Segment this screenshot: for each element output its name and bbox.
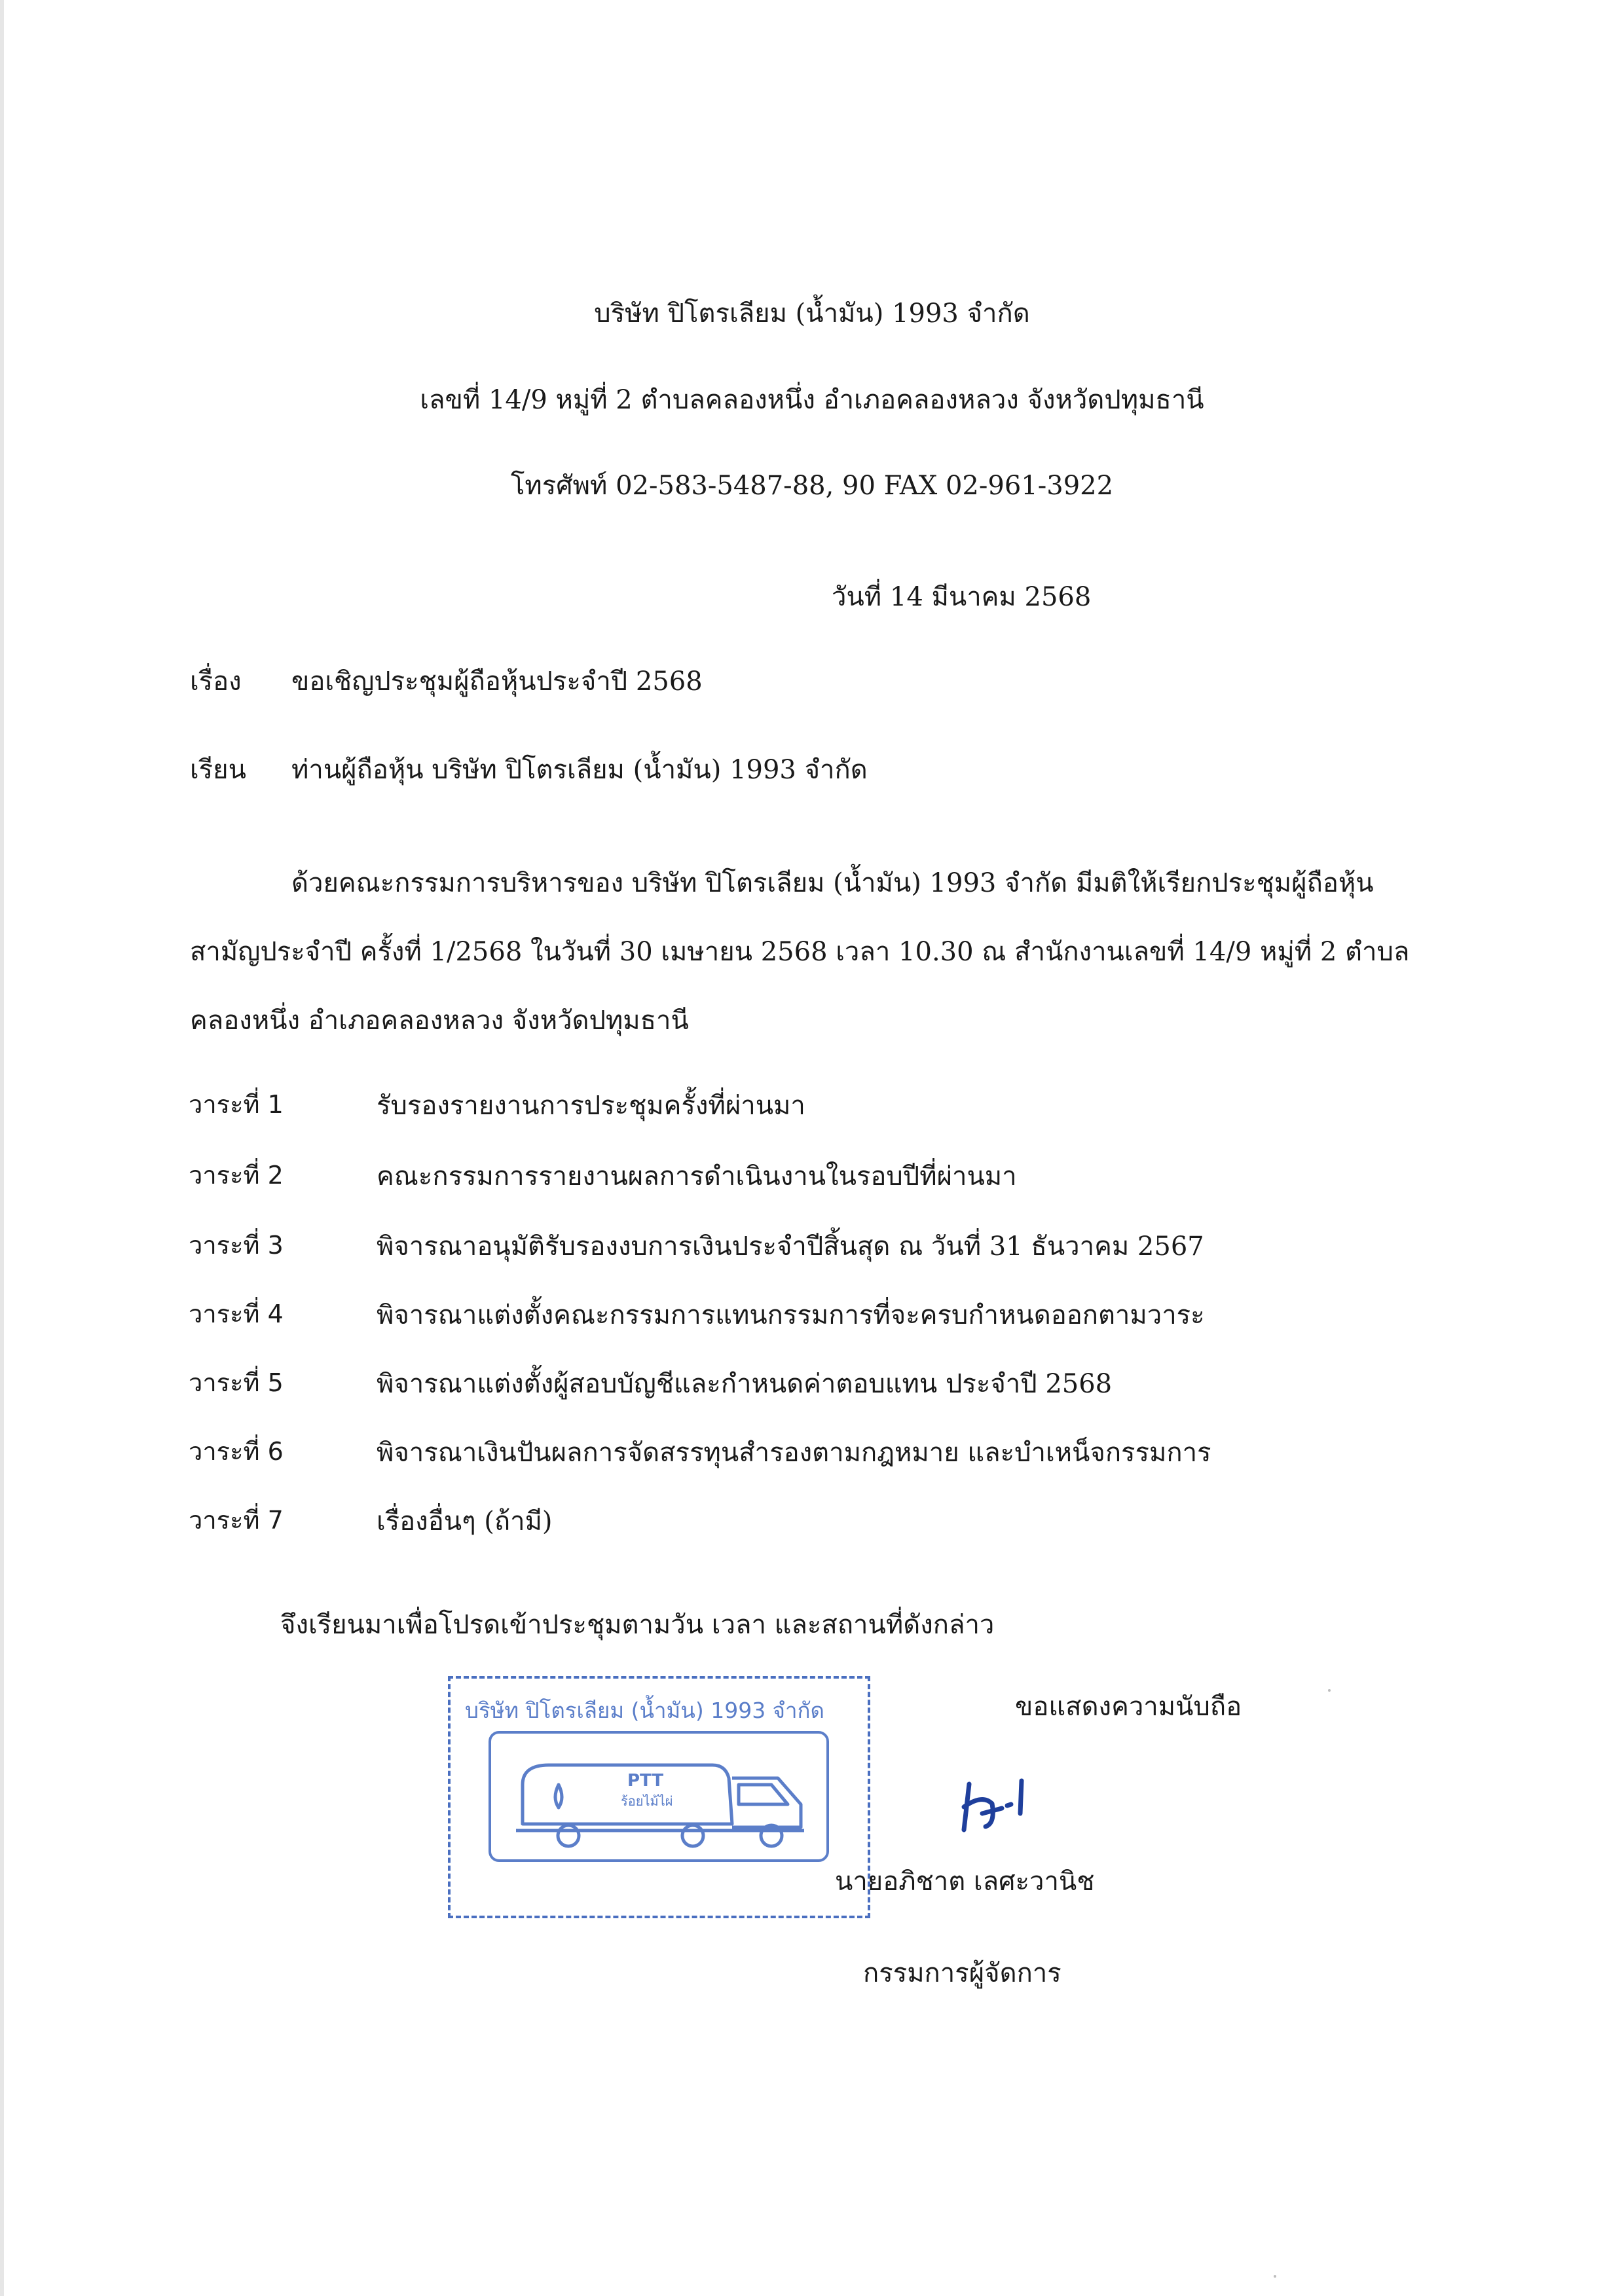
signatory-title: กรรมการผู้จัดการ: [863, 1958, 1061, 1988]
letterhead-address: เลขที่ 14/9 หมู่ที่ 2 ตำบลคลองหนึ่ง อำเภอคลองหลวง จังหวัดปทุมธานี: [420, 385, 1204, 415]
letter-date: วันที่ 14 มีนาคม 2568: [832, 582, 1092, 612]
body-line-1: ด้วยคณะกรรมการบริหารของ บริษัท ปิโตรเลียม (น้ำมัน) 1993 จำกัด มีมติให้เรียกประชุมผู้ถือหุ้น: [291, 868, 1374, 898]
tanker-truck-icon: [496, 1739, 821, 1854]
agenda-label-2: วาระที่ 2: [189, 1161, 284, 1190]
handwritten-signature-icon: [956, 1768, 1061, 1846]
agenda-item-1: รับรองรายงานการประชุมครั้งที่ผ่านมา: [377, 1091, 805, 1121]
agenda-item-4: พิจารณาแต่งตั้งคณะกรรมการแทนกรรมการที่จะครบกำหนดออกตามวาระ: [377, 1300, 1205, 1330]
agenda-label-4: วาระที่ 4: [189, 1300, 284, 1328]
signatory-name: นายอภิชาต เลศะวานิช: [835, 1867, 1095, 1897]
letterhead-phone: โทรศัพท์ 02-583-5487-88, 90 FAX 02-961-3922: [510, 471, 1114, 501]
recipient-label: เรียน: [190, 755, 246, 785]
company-stamp: [448, 1676, 870, 1918]
scan-speck: [1274, 2275, 1276, 2278]
scan-speck: [1328, 1689, 1331, 1692]
stamp-logo-sub: ร้อยไม้ไผ่: [621, 1793, 673, 1809]
agenda-label-7: วาระที่ 7: [189, 1506, 284, 1535]
agenda-label-5: วาระที่ 5: [189, 1368, 284, 1397]
scan-edge: [0, 0, 4, 2296]
agenda-item-3: พิจารณาอนุมัติรับรองงบการเงินประจำปีสิ้นสุด ณ วันที่ 31 ธันวาคม 2567: [377, 1231, 1204, 1262]
agenda-label-3: วาระที่ 3: [189, 1231, 284, 1260]
stamp-text: บริษัท ปิโตรเลียม (น้ำมัน) 1993 จำกัด: [465, 1698, 824, 1723]
regards-line: ขอแสดงความนับถือ: [1015, 1692, 1242, 1722]
closing-line: จึงเรียนมาเพื่อโปรดเข้าประชุมตามวัน เวลา และสถานที่ดังกล่าว: [280, 1610, 995, 1640]
agenda-label-6: วาระที่ 6: [189, 1437, 284, 1466]
agenda-item-5: พิจารณาแต่งตั้งผู้สอบบัญชีและกำหนดค่าตอบแทน ประจำปี 2568: [377, 1369, 1113, 1399]
body-line-3: คลองหนึ่ง อำเภอคลองหลวง จังหวัดปทุมธานี: [190, 1006, 689, 1036]
recipient-text: ท่านผู้ถือหุ้น บริษัท ปิโตรเลียม (น้ำมัน) 1993 จำกัด: [291, 755, 868, 785]
agenda-item-6: พิจารณาเงินปันผลการจัดสรรทุนสำรองตามกฎหมาย และบำเหน็จกรรมการ: [377, 1438, 1211, 1468]
agenda-label-1: วาระที่ 1: [189, 1090, 284, 1119]
body-line-2: สามัญประจำปี ครั้งที่ 1/2568 ในวันที่ 30 เมษายน 2568 เวลา 10.30 ณ สำนักงานเลขที่ 14/9 หมู่ที่ 2 ตำบล: [190, 937, 1410, 967]
letterhead-company: บริษัท ปิโตรเลียม (น้ำมัน) 1993 จำกัด: [594, 299, 1030, 329]
stamp-logo-box: [489, 1731, 829, 1862]
agenda-item-2: คณะกรรมการรายงานผลการดำเนินงานในรอบปีที่ผ่านมา: [377, 1161, 1017, 1192]
subject-text: ขอเชิญประชุมผู้ถือหุ้นประจำปี 2568: [291, 666, 703, 697]
stamp-logo-text: PTT: [627, 1771, 664, 1791]
subject-label: เรื่อง: [190, 666, 242, 697]
agenda-item-7: เรื่องอื่นๆ (ถ้ามี): [377, 1506, 553, 1537]
